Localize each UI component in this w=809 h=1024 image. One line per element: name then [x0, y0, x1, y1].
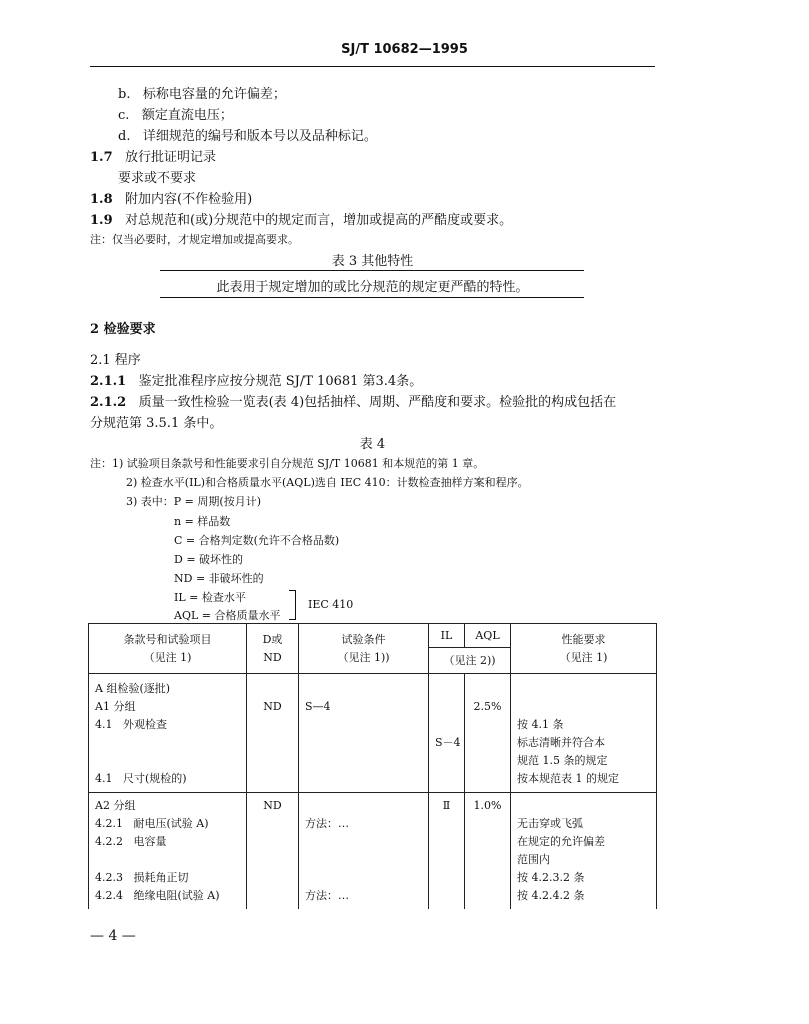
list-item: c. 额定直流电压；: [118, 108, 233, 123]
table-4-note-2: 2) 检查水平(IL)和合格质量水平(AQL)选自 IEC 410：计数检查抽样方案和程序。: [126, 476, 529, 489]
col-header-clause: 条款号和试验项目 （见注 1): [89, 624, 247, 674]
section-2-heading: 2 检验要求: [90, 322, 156, 337]
header-rule: [90, 66, 655, 67]
cell-il: Ⅱ: [429, 793, 465, 910]
section-2-1-2: 2.1.2 质量一致性检验一览表(表 4)包括抽样、周期、严酷度和要求。检验批的构成包括在: [90, 395, 617, 410]
iec-reference: IEC 410: [308, 598, 354, 611]
section-2-1-heading: 2.1 程序: [90, 353, 141, 368]
cell-requirements: 按 4.1 条 标志清晰并符合本 规范 1.5 条的规定 按本规范表 1 的规定: [511, 674, 657, 793]
cell-aql: 2.5%: [465, 674, 511, 793]
document-header: SJ/T 10682—1995: [341, 42, 468, 57]
def-d: D = 破坏性的: [174, 553, 244, 566]
table-3-text: 此表用于规定增加的或比分规范的规定更严酷的特性。: [216, 280, 529, 295]
def-aql: AQL = 合格质量水平: [174, 609, 281, 622]
table-3-bottom-rule: [160, 297, 584, 298]
col-header-aql: AQL: [465, 624, 511, 648]
cell-conditions: S—4: [299, 674, 429, 793]
list-item: b. 标称电容量的允许偏差；: [118, 87, 286, 102]
col-header-requirements: 性能要求 （见注 1): [511, 624, 657, 674]
table-row-group-a2: [89, 793, 657, 910]
table-4: [88, 623, 657, 909]
section-1-9-note: 注：仅当必要时，才规定增加或提高要求。: [90, 233, 299, 246]
def-c: C = 合格判定数(允许不合格品数): [174, 534, 340, 547]
def-il: IL = 检查水平: [174, 591, 246, 604]
cell-clause: A2 分组 4.2.1 耐电压(试验 A) 4.2.2 电容量 4.2.3 损耗角正切 4.2.4 绝缘电阻(试验 A): [89, 793, 247, 910]
section-2-1-2-continued: 分规范第 3.5.1 条中。: [90, 416, 223, 431]
col-header-conditions: 试验条件 （见注 1)): [299, 624, 429, 674]
section-1-9-heading: 1.9 对总规范和(或)分规范中的规定而言，增加或提高的严酷度或要求。: [90, 213, 513, 228]
col-header-il: IL: [429, 624, 465, 648]
brace-bracket: [289, 590, 296, 620]
table-row-group-a1: [89, 674, 657, 793]
table-3-caption: 表 3 其他特性: [331, 254, 414, 269]
cell-clause: A 组检验(逐批) A1 分组 4.1 外观检查 4.1 尺寸(规检的): [89, 674, 247, 793]
def-nd: ND = 非破坏性的: [174, 572, 264, 585]
table-4-note-1: 注：1) 试验项目条款号和性能要求引自分规范 SJ/T 10681 和本规范的第 1 章。: [90, 457, 485, 470]
cell-aql: 1.0%: [465, 793, 511, 910]
section-1-7-heading: 1.7 放行批证明记录: [90, 150, 217, 165]
cell-requirements: 无击穿或飞弧 在规定的允许偏差 范围内 按 4.2.3.2 条 按 4.2.4.2 条: [511, 793, 657, 910]
col-header-d-nd: D或 ND: [247, 624, 299, 674]
cell-d-nd: ND: [247, 793, 299, 910]
section-1-8-heading: 1.8 附加内容(不作检验用): [90, 192, 253, 207]
cell-conditions: 方法：… 方法：…: [299, 793, 429, 910]
cell-il: S－4: [429, 674, 465, 793]
def-n: n = 样品数: [174, 515, 231, 528]
section-1-7-body: 要求或不要求: [118, 171, 197, 186]
table-header-row-1: [89, 624, 657, 648]
list-item: d. 详细规范的编号和版本号以及品种标记。: [118, 129, 377, 144]
table-3-top-rule: [160, 270, 584, 271]
col-header-see-note-2: （见注 2)): [429, 648, 511, 674]
section-2-1-1: 2.1.1 鉴定批准程序应按分规范 SJ/T 10681 第3.4条。: [90, 374, 423, 389]
cell-d-nd: ND: [247, 674, 299, 793]
table-4-note-3: 3) 表中：P = 周期(按月计): [126, 495, 261, 508]
table-4-caption: 表 4: [359, 437, 386, 452]
page-number: — 4 —: [90, 928, 136, 944]
